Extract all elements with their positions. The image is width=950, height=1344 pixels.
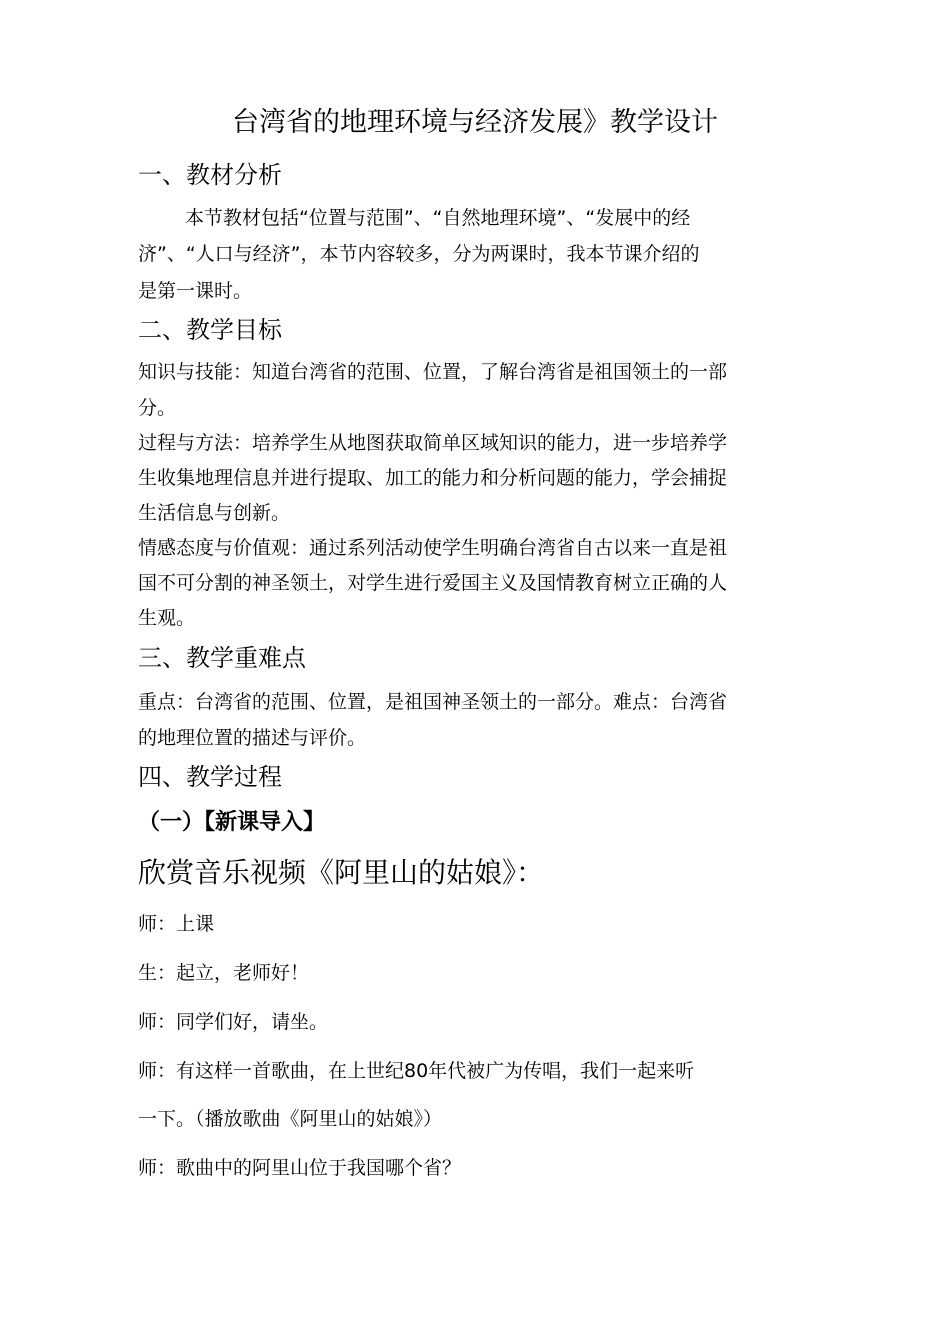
paragraph-line: 生观。: [138, 607, 196, 629]
subheading-new-lesson-intro: （一）【新课导入】: [138, 810, 326, 835]
heading-teaching-goals: 二、教学目标: [138, 316, 282, 344]
paragraph-line: 过程与方法：培养学生从地图获取简单区域知识的能力，进一步培养学: [138, 432, 728, 454]
heading-key-points: 三、教学重难点: [138, 644, 306, 672]
paragraph-line: 本节教材包括“位置与范围”、“自然地理环境”、“发展中的经: [185, 207, 691, 229]
dialogue-line: 师：同学们好，请坐。: [138, 1011, 329, 1033]
paragraph-line: 分。: [138, 397, 177, 419]
paragraph-line: 的地理位置的描述与评价。: [138, 727, 367, 749]
paragraph-line: 生活信息与创新。: [138, 502, 291, 524]
paragraph-line: 是第一课时。: [138, 280, 253, 302]
paragraph-line: 情感态度与价值观：通过系列活动使学生明确台湾省自古以来一直是祖: [138, 537, 728, 559]
paragraph-line: 国不可分割的神圣领土，对学生进行爱国主义及国情教育树立正确的人: [138, 572, 728, 594]
paragraph-line: 济”、“人口与经济”，本节内容较多，分为两课时，我本节课介绍的: [138, 243, 700, 265]
paragraph-line: 生收集地理信息并进行提取、加工的能力和分析问题的能力，学会捕捉: [138, 467, 728, 489]
paragraph-line: 重点：台湾省的范围、位置，是祖国神圣领土的一部分。难点：台湾省: [138, 691, 728, 713]
dialogue-line: 一下。（播放歌曲《阿里山的姑娘》）: [138, 1108, 443, 1130]
dialogue-line: 师：歌曲中的阿里山位于我国哪个省？: [138, 1157, 462, 1179]
dialogue-line: 生：起立，老师好！: [138, 962, 310, 984]
music-video-intro: 欣赏音乐视频《阿里山的姑娘》：: [138, 856, 545, 889]
document-title: 台湾省的地理环境与经济发展》教学设计: [232, 107, 718, 138]
paragraph-line: 知识与技能：知道台湾省的范围、位置，了解台湾省是祖国领土的一部: [138, 361, 728, 383]
dialogue-line: 师：上课: [138, 913, 215, 935]
heading-teaching-process: 四、教学过程: [138, 763, 282, 791]
heading-textbook-analysis: 一、教材分析: [138, 161, 282, 189]
dialogue-line: 师：有这样一首歌曲，在上世纪80年代被广为传唱，我们一起来听: [138, 1060, 695, 1082]
